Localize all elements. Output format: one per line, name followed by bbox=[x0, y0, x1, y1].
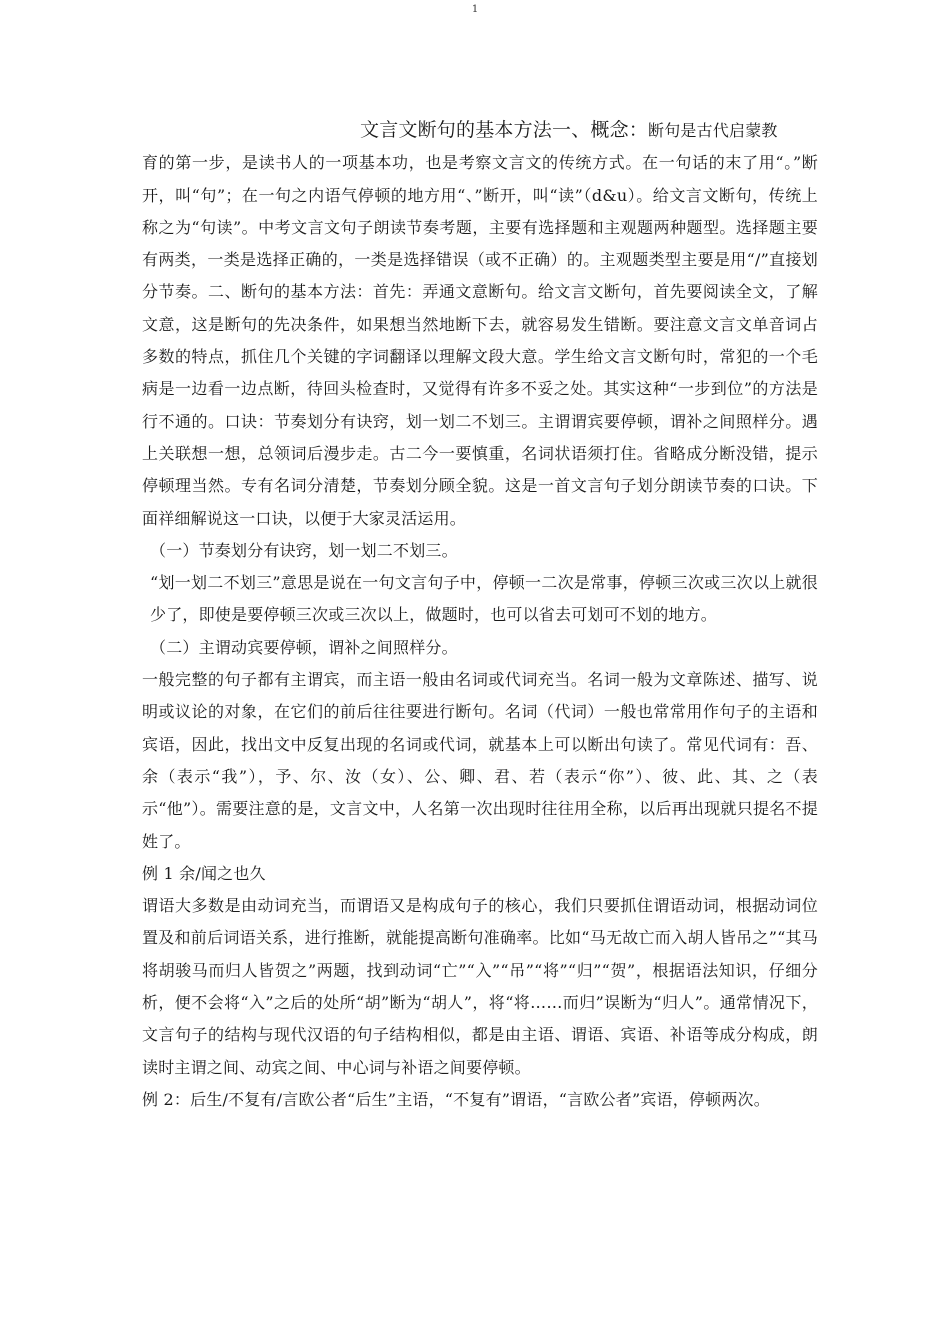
title-line bbox=[142, 114, 818, 147]
section-heading-1: （一）节奏划分有诀窍，划一划二不划三。 bbox=[150, 540, 458, 560]
page-number: 1 bbox=[471, 4, 479, 15]
paragraph-main: 育的第一步，是读书人的一项基本功，也是考察文言文的传统方式。在一句话的末了用“。”断开，叫“句”；在一句之内语气停顿的地方用“、”断开，叫“读”（d&u）。给文言文断句，传统上称之为“句读”。中考文言文句子朗读节奏考题，主要有选择题和主观题两种题型。选择题主要有两类，一类是选择正确的，一类是选择错误（或不正确）的。主观题类型主要是用“/”直接划分节奏。二、断句的基本方法：首先：弄通文意断句。给文言文断句，首先要阅读全文，了解文意，这是断句的先决条件，如果想当然地断下去，就容易发生错断。要注意文言文单音词占多数的特点，抓住几个关键的字词翻译以理解文段大意。学生给文言文断句时，常犯的一个毛病是一边看一边点断，待回头检查时，又觉得有许多不妥之处。其实这种“一步到位”的方法是行不通的。口诀：节奏划分有诀窍，划一划二不划三。主谓谓宾要停顿，谓补之间照样分。遇上关联想一想，总领词后漫步走。古二今一要慎重，名词状语须打住。省略成分断没错，提示停顿理当然。专有名词分清楚，节奏划分顾全貌。这是一首文言句子划分朗读节奏的口诀。下面祥细解说这一口诀，以便于大家灵活运用。 bbox=[142, 153, 818, 528]
intro-text: 断句是古代启蒙教 bbox=[648, 121, 778, 140]
section-heading-2: （二）主谓动宾要停顿，谓补之间照样分。 bbox=[150, 637, 458, 657]
example-2: 例 2：后生/不复有/言欧公者“后生”主语，“不复有”谓语，“言欧公者”宾语，停顿两次。 bbox=[142, 1089, 770, 1109]
paragraph-section-2: 一般完整的句子都有主谓宾，而主语一般由名词或代词充当。名词一般为文章陈述、描写、说明或议论的对象，在它们的前后往往要进行断句。名词（代词）一般也常常用作句子的主语和宾语，因此，找出文中反复出现的名词或代词，就基本上可以断出句读了。常见代词有：吾、余（表示“我”），予、尔、汝（女）、公、卿、君、若（表示“你”）、彼、此、其、之（表示“他”）。需要注意的是，文言文中，人名第一次出现时往往用全称，以后再出现就只提名不提姓了。 bbox=[142, 670, 818, 851]
example-1: 例 1 余/闻之也久 bbox=[142, 863, 266, 883]
document-body bbox=[142, 114, 818, 1116]
document-title: 文言文断句的基本方法一、概念： bbox=[360, 119, 649, 141]
paragraph-section-1: “划一划二不划三”意思是说在一句文言句子中，停顿一二次是常事，停顿三次或三次以上就很少了，即使是要停顿三次或三次以上，做题时，也可以省去可划可不划的地方。 bbox=[150, 573, 818, 625]
paragraph-predicate: 谓语大多数是由动词充当，而谓语又是构成句子的核心，我们只要抓住谓语动词，根据动词位置及和前后词语关系，进行推断，就能提高断句准确率。比如“马无故亡而入胡人皆吊之”“其马将胡骏马而归人皆贺之”两题，找到动词“亡”“入”“吊”“将”“归”“贺”，根据语法知识，仔细分析，便不会将“入”之后的处所“胡”断为“胡人”，将“将……而归”误断为“归人”。通常情况下，文言句子的结构与现代汉语的句子结构相似，都是由主语、谓语、宾语、补语等成分构成，朗读时主谓之间、动宾之间、中心词与补语之间要停顿。 bbox=[142, 896, 818, 1077]
